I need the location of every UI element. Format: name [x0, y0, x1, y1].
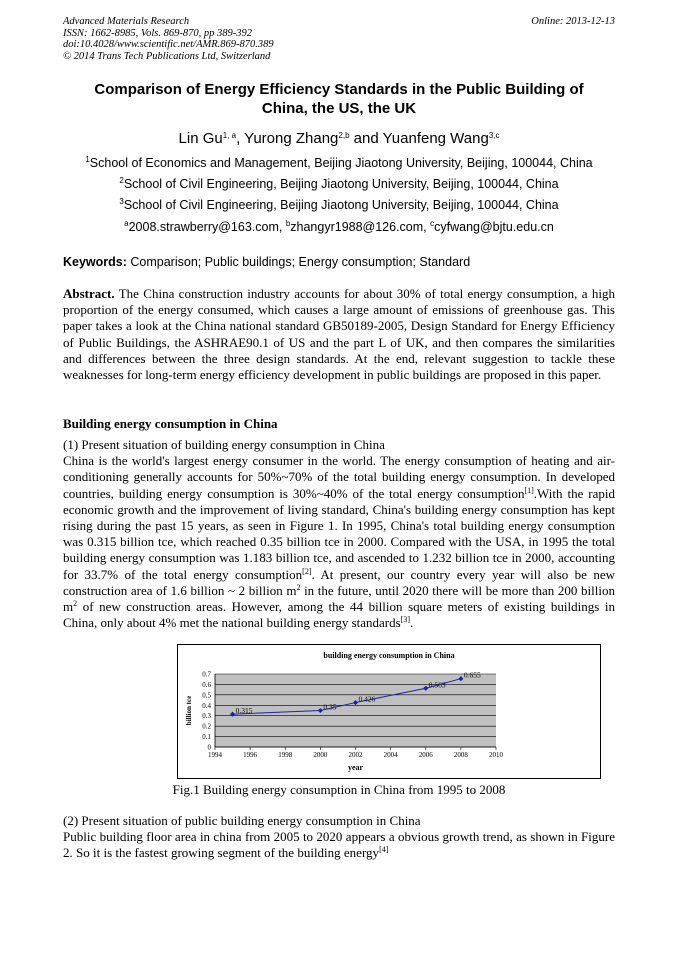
- body-text: in the future, until 2020 there will be more than 200 billion m: [63, 582, 615, 615]
- chart-title: building energy consumption in China: [323, 651, 455, 660]
- body-text: . At present, our country every year will also be new construction area of 1.6 billion ~ 2 billion m: [63, 566, 615, 598]
- author-name: Lin Gu: [178, 130, 223, 147]
- body-text: of new construction areas. However, among the 44 billion square meters of existing buildings in China, only about 4% met the national building energy standards: [63, 599, 615, 631]
- y-tick-label: 0.6: [202, 680, 211, 689]
- email-link[interactable]: 2008.strawberry@163.com,: [128, 220, 286, 234]
- x-tick-label: 2000: [313, 751, 328, 759]
- x-tick-label: 2008: [453, 751, 468, 759]
- running-header: [63, 16, 615, 62]
- x-tick-label: 2002: [348, 751, 363, 759]
- y-tick-label: 0.7: [202, 670, 211, 679]
- subsection-1-title: (1) Present situation of building energy consumption in China: [63, 437, 385, 452]
- x-tick-label: 1994: [208, 751, 222, 759]
- doi-line: doi:10.4028/www.scientific.net/AMR.869-870.389: [63, 39, 274, 50]
- data-label: 0.655: [463, 670, 481, 680]
- x-tick-label: 1998: [278, 751, 293, 759]
- email-mark: a: [124, 219, 129, 228]
- unit-exponent: 2: [296, 582, 301, 592]
- author-emails: [0, 219, 678, 235]
- author-separator: ,: [236, 130, 245, 147]
- figure-1-chart: [177, 644, 601, 779]
- email-mark: c: [430, 219, 435, 228]
- author-affiliation-mark: 3,c: [488, 131, 500, 140]
- keywords-label: Keywords:: [63, 255, 127, 269]
- x-tick-label: 2006: [418, 751, 433, 759]
- y-tick-label: 0.4: [202, 701, 211, 710]
- author-separator: and: [349, 130, 383, 147]
- x-tick-label: 2004: [383, 751, 398, 759]
- data-label: 0.563: [428, 680, 446, 690]
- data-label: 0.35: [323, 702, 337, 712]
- section-1-body: [63, 437, 615, 631]
- subsection-2-title: (2) Present situation of public building energy consumption in China: [63, 813, 421, 828]
- x-axis-label: year: [347, 763, 364, 772]
- email-link[interactable]: cyfwang@bjtu.edu.cn: [434, 220, 554, 234]
- affiliation-text: School of Civil Engineering, Beijing Jiaotong University, Beijing, 100044, China: [123, 198, 559, 212]
- y-tick-label: 0.2: [202, 722, 211, 731]
- author-affiliation-mark: 1, a: [222, 131, 237, 140]
- chart-svg: [178, 645, 600, 778]
- y-tick-label: 0: [207, 743, 211, 752]
- citation: [1]: [524, 485, 534, 495]
- email-mark: b: [285, 219, 291, 228]
- data-label: 0.426: [358, 694, 376, 704]
- abstract-label: Abstract.: [63, 286, 115, 301]
- data-label: 0.315: [235, 706, 253, 716]
- citation: [4]: [379, 845, 389, 855]
- affiliation-text: School of Civil Engineering, Beijing Jiaotong University, Beijing, 100044, China: [123, 177, 559, 191]
- paper-title: [63, 80, 615, 118]
- unit-exponent: 2: [73, 599, 78, 609]
- citation: [2]: [302, 566, 312, 576]
- issn-line: ISSN: 1662-8985, Vols. 869-870, pp 389-392: [63, 27, 252, 39]
- keywords: [63, 255, 615, 269]
- title-line-2: China, the US, the UK: [261, 100, 417, 117]
- affiliation-mark: 2: [119, 176, 124, 185]
- section-2-body: [63, 813, 615, 862]
- section-heading: Building energy consumption in China: [63, 416, 278, 431]
- x-tick-label: 1996: [243, 751, 258, 759]
- y-axis-label: billion tce: [185, 695, 193, 726]
- abstract-text: The China construction industry accounts for about 30% of total energy consumption, a high proportion of the energy consumed, which causes a large amount of emissions of greenhouse gas. This paper takes a look at the China national standard GB50189-2005, Design Standard for Energy Efficiency of Public Buildings, the ASHRAE90.1 of US and the part L of UK, and then compares the similarities and differences between the three design standards. At the end, relevant suggestion to tackle these weaknesses for long-term energy efficiency development in public buildings are proposed in this paper.: [63, 286, 615, 383]
- figure-caption: Fig.1 Building energy consumption in China from 1995 to 2008: [172, 782, 506, 797]
- journal-name: Advanced Materials Research: [63, 16, 190, 27]
- plot-area: [215, 674, 496, 747]
- y-tick-label: 0.3: [202, 712, 211, 721]
- affiliation-1: [0, 155, 678, 171]
- affiliation-2: [0, 176, 678, 192]
- title-line-1: Comparison of Energy Efficiency Standards in the Public Building of: [94, 81, 584, 98]
- y-tick-label: 0.1: [202, 733, 211, 742]
- copyright-line: © 2014 Trans Tech Publications Ltd, Switzerland: [63, 50, 271, 62]
- body-text: .With the rapid economic growth and the improvement of living standard, China's building energy consumption has kept rising during the past 15 years, as seen in Figure 1. In 1995, China's total building energy consumption was 0.315 billion tce, which reached 0.35 billion tce in 2000. Compared with the USA, in 1995 the total building energy consumption was 1.183 billion tce, and ascended to 1.232 billion tce in 2000, accounting for 33.7% of the total energy consumption: [63, 485, 616, 582]
- email-link[interactable]: zhangyr1988@126.com,: [290, 220, 431, 234]
- body-text: Public building floor area in china from 2005 to 2020 appears a obvious growth trend, as shown in Figure 2. So it is the fastest growing segment of the building energy: [63, 829, 615, 861]
- y-tick-label: 0.5: [202, 691, 211, 700]
- affiliation-text: School of Economics and Management, Beijing Jiaotong University, Beijing, 100044, China: [89, 156, 593, 170]
- author-affiliation-mark: 2,b: [338, 131, 350, 140]
- body-text: China is the world's largest energy consumer in the world. The energy consumption of heating and air-conditioning generally accounts for 50%~70% of the total building energy consumption. In developed countries, building energy consumption is 30%~40% of the total energy consumption: [63, 453, 615, 501]
- affiliation-mark: 3: [119, 197, 124, 206]
- keywords-text: Comparison; Public buildings; Energy consumption; Standard: [126, 255, 471, 269]
- affiliation-mark: 1: [85, 155, 90, 164]
- abstract: [63, 286, 615, 383]
- body-text: .: [410, 615, 414, 631]
- author-name: Yurong Zhang: [244, 130, 339, 147]
- citation: [3]: [400, 615, 411, 625]
- x-tick-label: 2010: [489, 751, 503, 759]
- author-list: [0, 129, 678, 149]
- online-date: Online: 2013-12-13: [531, 16, 615, 27]
- author-name: Yuanfeng Wang: [382, 130, 489, 147]
- affiliation-3: [0, 197, 678, 213]
